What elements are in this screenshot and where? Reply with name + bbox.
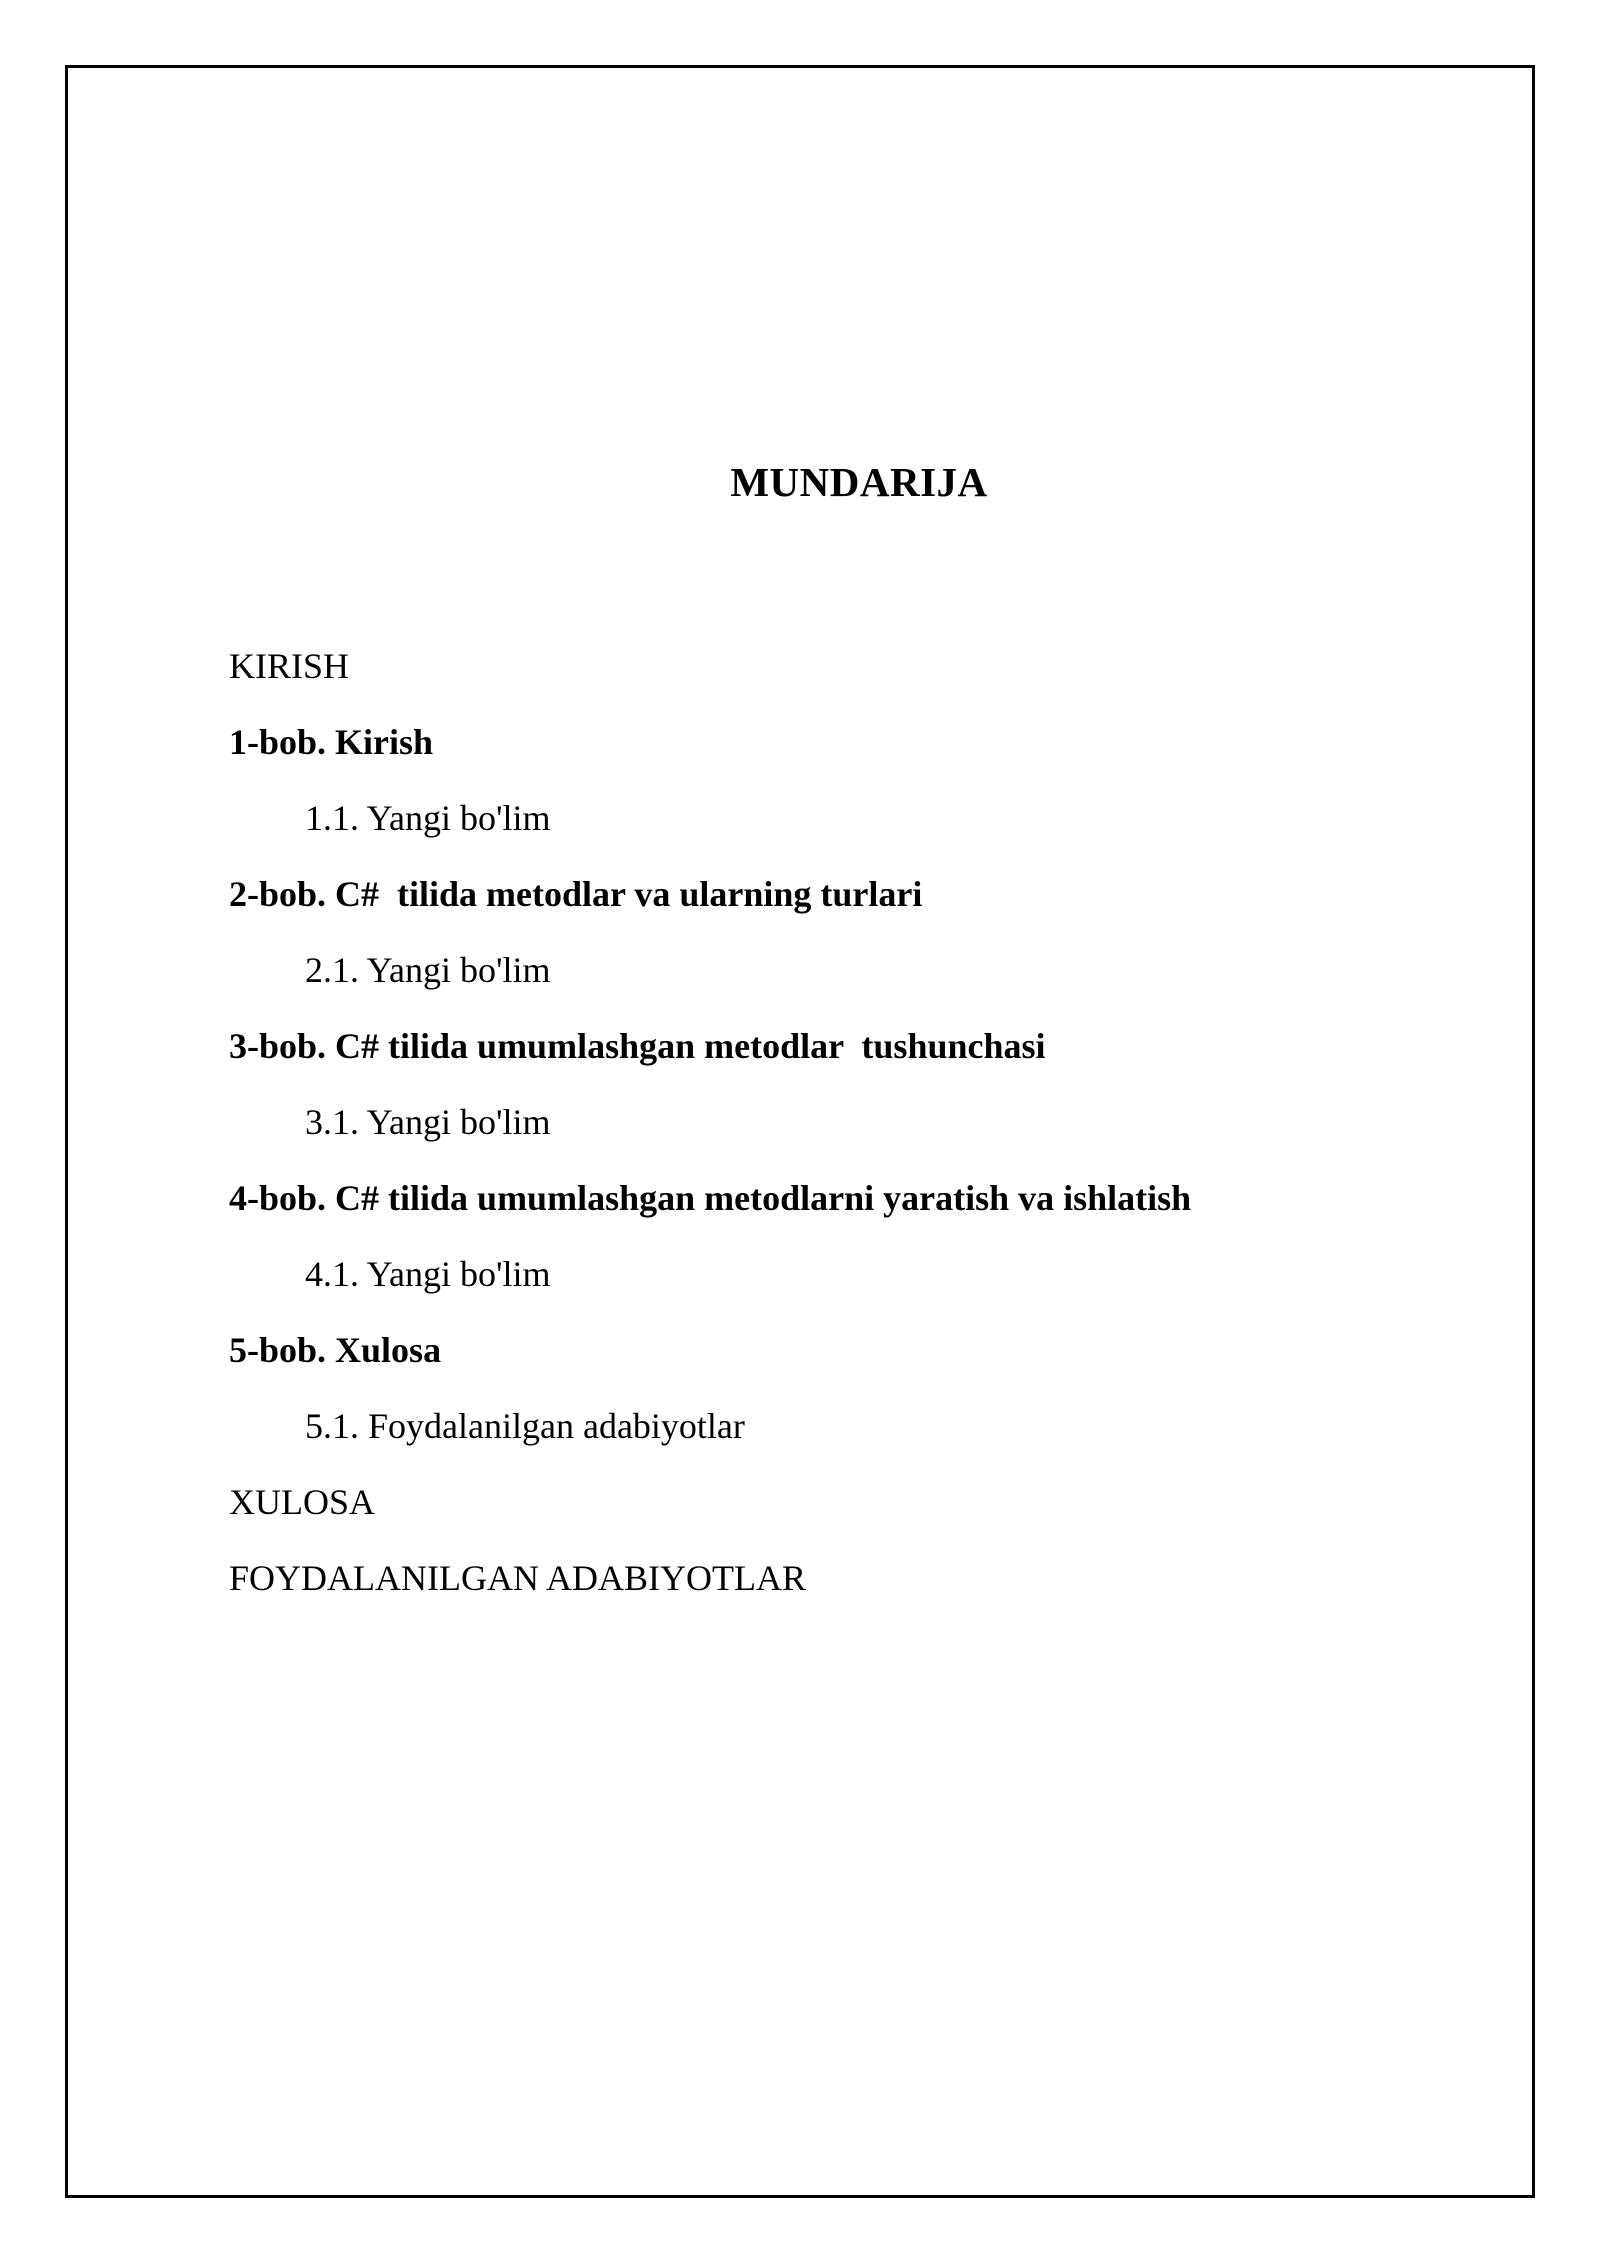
toc-section-1-1[interactable]: 1.1. Yangi bo'lim (305, 798, 551, 838)
toc-section-2-1[interactable]: 2.1. Yangi bo'lim (305, 950, 551, 990)
toc-chapter-2[interactable]: 2-bob. C# tilida metodlar va ularning turlari (229, 874, 923, 914)
toc-section-3-1[interactable]: 3.1. Yangi bo'lim (305, 1102, 551, 1142)
toc-chapter-3[interactable]: 3-bob. C# tilida umumlashgan metodlar tushunchasi (229, 1026, 1046, 1066)
toc-entry-kirish[interactable]: KIRISH (229, 646, 350, 686)
toc-section-5-1[interactable]: 5.1. Foydalanilgan adabiyotlar (305, 1406, 745, 1446)
toc-chapter-5[interactable]: 5-bob. Xulosa (229, 1330, 442, 1370)
page-title: MUNDARIJA (730, 459, 988, 505)
toc-entry-foydalanilgan-adabiyotlar[interactable]: FOYDALANILGAN ADABIYOTLAR (229, 1558, 806, 1598)
toc-chapter-4[interactable]: 4-bob. C# tilida umumlashgan metodlarni yaratish va ishlatish (229, 1178, 1192, 1218)
table-of-contents (229, 640, 1191, 1628)
toc-entry-xulosa[interactable]: XULOSA (229, 1482, 376, 1522)
toc-chapter-1[interactable]: 1-bob. Kirish (229, 722, 434, 762)
toc-section-4-1[interactable]: 4.1. Yangi bo'lim (305, 1254, 551, 1294)
